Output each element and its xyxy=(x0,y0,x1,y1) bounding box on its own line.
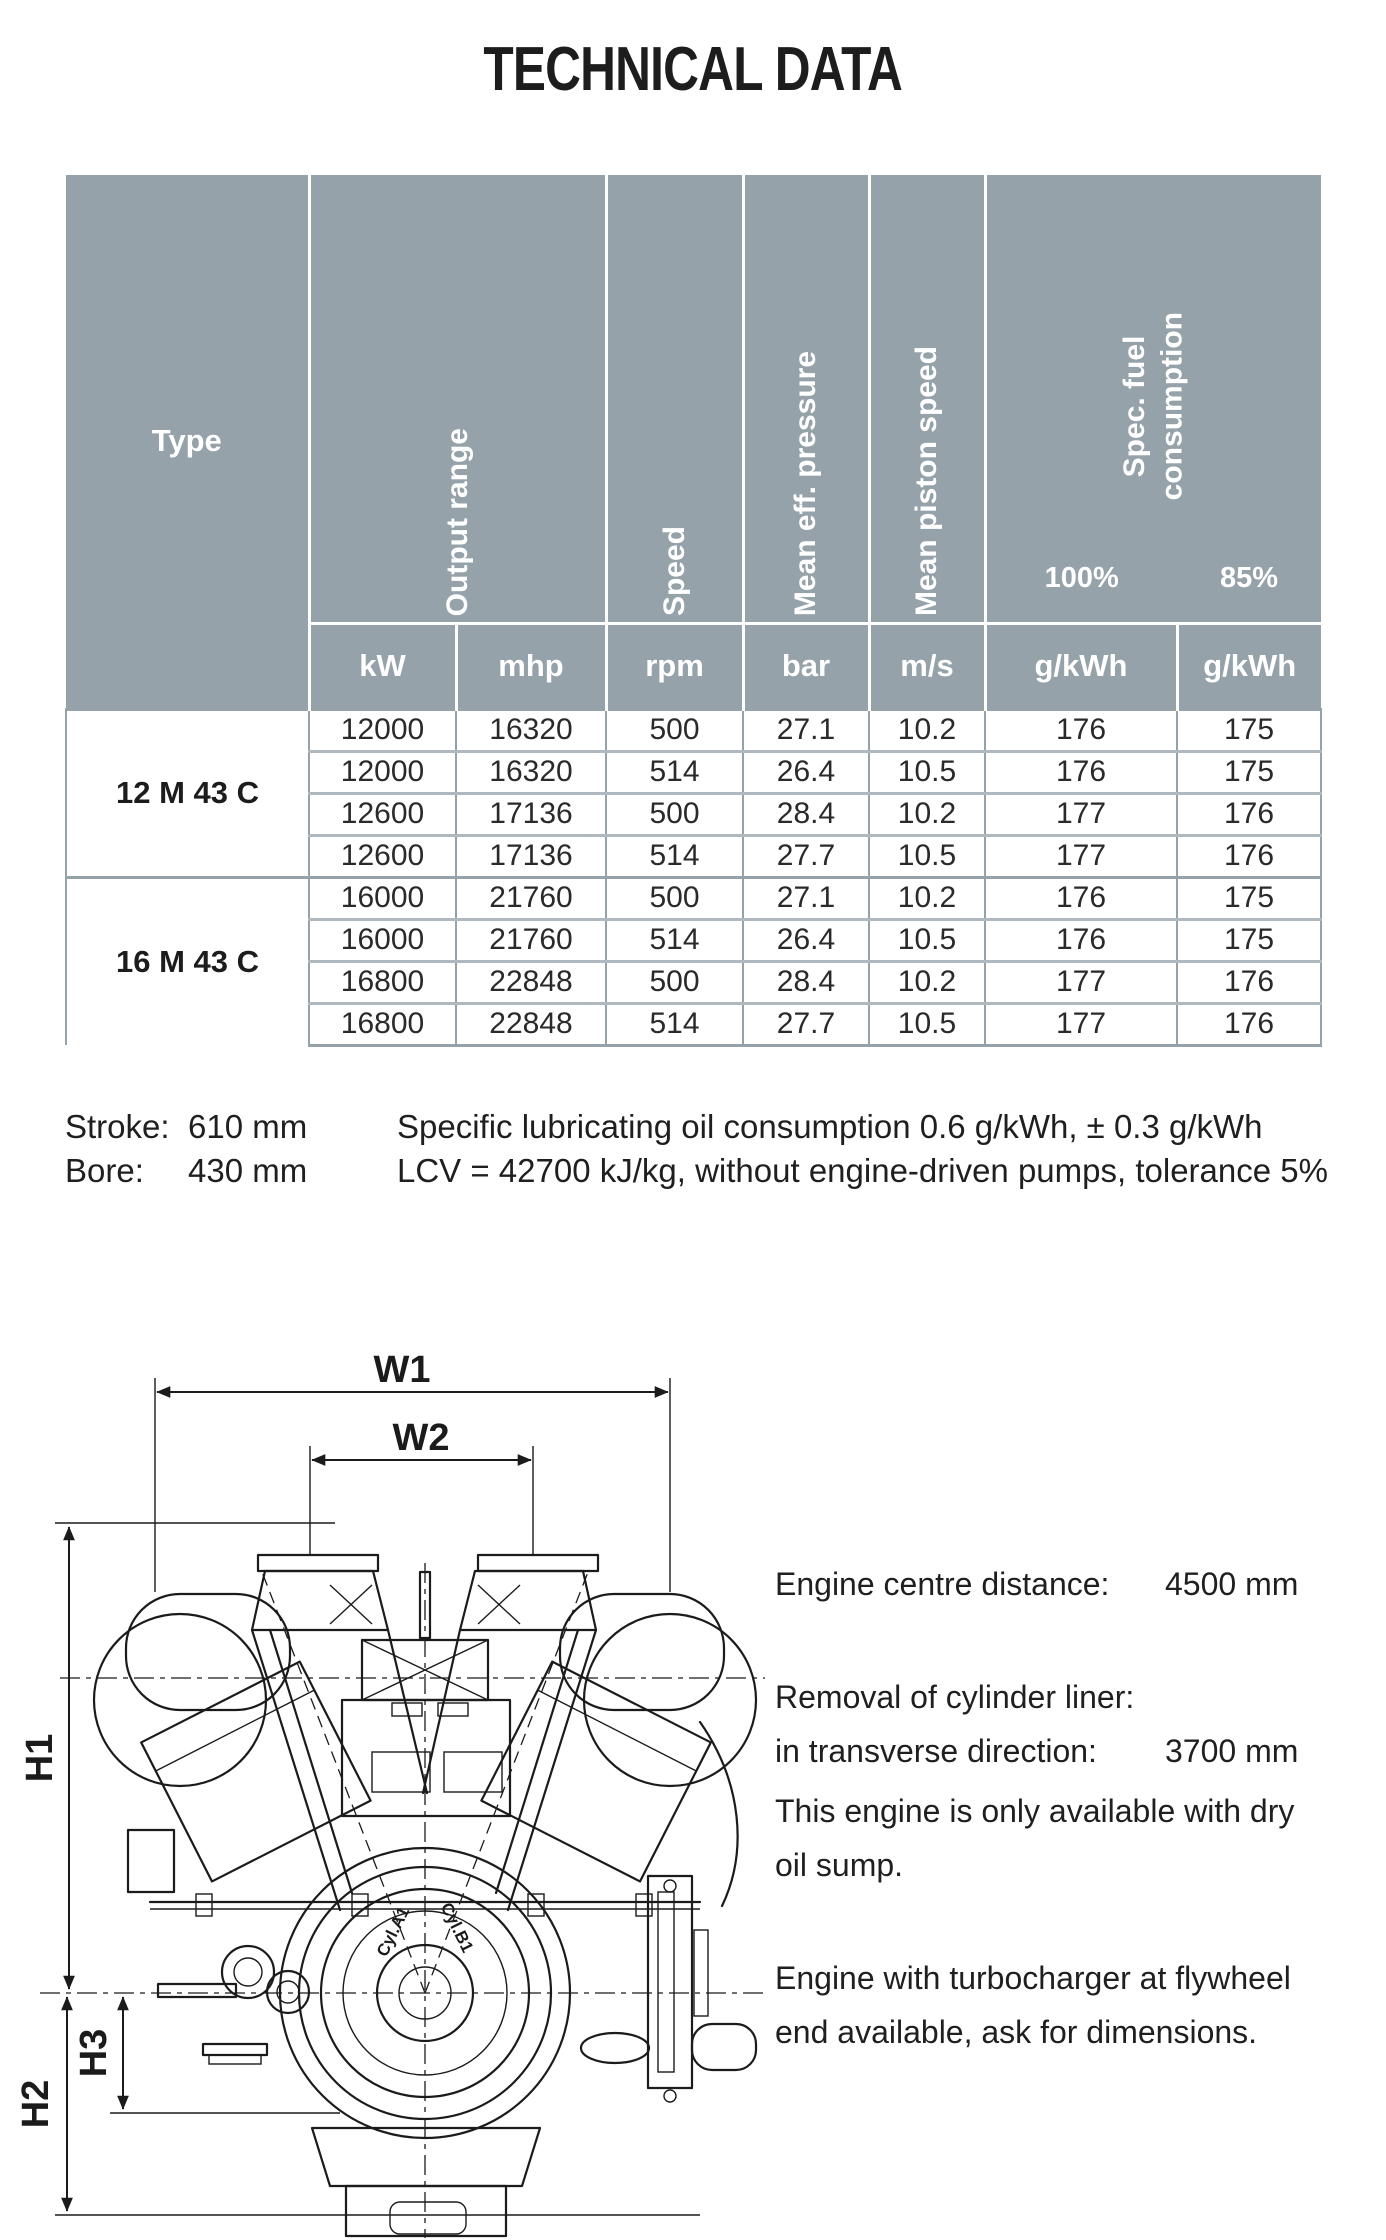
data-cell: 176 xyxy=(1177,835,1321,877)
data-cell: 27.1 xyxy=(743,877,869,919)
data-cell: 28.4 xyxy=(743,961,869,1003)
data-cell: 10.5 xyxy=(869,1003,985,1045)
bore-label: Bore: xyxy=(65,1152,144,1189)
engine-front-view-drawing xyxy=(0,1300,770,2240)
col-header-spec-fuel-label: Spec. fuel consumption xyxy=(1118,311,1189,500)
centre-distance-label: Engine centre distance: xyxy=(775,1566,1110,1602)
data-cell: 12000 xyxy=(309,751,456,793)
engine-type-12m43c: 12 M 43 C xyxy=(66,709,309,877)
dim-label-w1: W1 xyxy=(373,1349,431,1391)
dim-label-w2: W2 xyxy=(392,1417,450,1459)
data-cell: 514 xyxy=(606,835,743,877)
data-cell: 12000 xyxy=(309,709,456,751)
data-cell: 177 xyxy=(985,835,1177,877)
col-header-mean-piston-speed-label: Mean piston speed xyxy=(910,346,944,617)
data-cell: 176 xyxy=(985,919,1177,961)
data-cell: 21760 xyxy=(456,919,606,961)
liner-removal-label-line1: Removal of cylinder liner: xyxy=(775,1679,1135,1715)
data-cell: 177 xyxy=(985,1003,1177,1045)
data-cell: 500 xyxy=(606,793,743,835)
data-cell: 176 xyxy=(1177,1003,1321,1045)
liner-removal-label-line2: in transverse direction: xyxy=(775,1733,1097,1769)
data-cell: 12600 xyxy=(309,793,456,835)
lcv-note: LCV = 42700 kJ/kg, without engine-driven pumps, tolerance 5% xyxy=(397,1152,1328,1189)
table-row xyxy=(66,877,1321,919)
data-cell: 176 xyxy=(985,877,1177,919)
table-row xyxy=(66,709,1321,751)
data-cell: 22848 xyxy=(456,1003,606,1045)
dim-label-h3: H3 xyxy=(73,2028,115,2078)
data-cell: 26.4 xyxy=(743,919,869,961)
data-cell: 16000 xyxy=(309,877,456,919)
data-cell: 10.5 xyxy=(869,835,985,877)
data-cell: 500 xyxy=(606,877,743,919)
col-header-mean-eff-pressure-label: Mean eff. pressure xyxy=(789,351,823,617)
unit-mhp: mhp xyxy=(456,623,606,709)
data-cell: 500 xyxy=(606,961,743,1003)
page-title xyxy=(0,34,1386,105)
col-header-spec-fuel-consumption xyxy=(985,175,1321,535)
data-cell: 17136 xyxy=(456,835,606,877)
data-cell: 27.1 xyxy=(743,709,869,751)
data-cell: 514 xyxy=(606,751,743,793)
data-cell: 21760 xyxy=(456,877,606,919)
data-cell: 500 xyxy=(606,709,743,751)
technical-data-table xyxy=(65,175,1322,1047)
bore-value: 430 mm xyxy=(188,1152,308,1189)
data-cell: 175 xyxy=(1177,877,1321,919)
data-cell: 175 xyxy=(1177,709,1321,751)
unit-gkwh-100: g/kWh xyxy=(985,623,1177,709)
data-cell: 176 xyxy=(1177,793,1321,835)
centre-distance-value: 4500 mm xyxy=(1165,1566,1299,1602)
turbocharger-note-line2: end available, ask for dimensions. xyxy=(775,2014,1258,2050)
data-cell: 176 xyxy=(985,709,1177,751)
data-cell: 16800 xyxy=(309,961,456,1003)
engine-type-16m43c: 16 M 43 C xyxy=(66,877,309,1045)
col-header-mean-eff-pressure xyxy=(743,175,869,623)
unit-rpm: rpm xyxy=(606,623,743,709)
data-cell: 514 xyxy=(606,1003,743,1045)
cylinder-label-a1: Cyl.A1 xyxy=(372,1903,414,1960)
cylinder-label-b1: Cyl.B1 xyxy=(436,1899,478,1956)
data-cell: 10.2 xyxy=(869,877,985,919)
data-cell: 10.2 xyxy=(869,709,985,751)
extension-lines xyxy=(55,1378,700,2215)
data-cell: 26.4 xyxy=(743,751,869,793)
header-row-main xyxy=(66,175,1321,535)
lube-oil-note: Specific lubricating oil consumption 0.6 g/kWh, ± 0.3 g/kWh xyxy=(397,1108,1263,1145)
data-cell: 17136 xyxy=(456,793,606,835)
stroke-value: 610 mm xyxy=(188,1108,308,1145)
unit-gkwh-85: g/kWh xyxy=(1177,623,1321,709)
col-header-mean-piston-speed xyxy=(869,175,985,623)
col-header-load-85: 85% xyxy=(1177,535,1321,623)
data-cell: 10.2 xyxy=(869,961,985,1003)
col-header-output-range xyxy=(309,175,606,623)
col-header-type: Type xyxy=(66,175,309,709)
data-cell: 16000 xyxy=(309,919,456,961)
col-header-speed-label: Speed xyxy=(657,526,691,617)
dry-sump-note-line1: This engine is only available with dry xyxy=(775,1793,1295,1829)
unit-ms: m/s xyxy=(869,623,985,709)
data-cell: 175 xyxy=(1177,919,1321,961)
dim-label-h2: H2 xyxy=(15,2079,57,2129)
data-cell: 177 xyxy=(985,793,1177,835)
unit-bar: bar xyxy=(743,623,869,709)
dim-label-h1: H1 xyxy=(19,1733,61,1783)
data-cell: 176 xyxy=(1177,961,1321,1003)
dry-sump-note-line2: oil sump. xyxy=(775,1847,904,1883)
data-cell: 175 xyxy=(1177,751,1321,793)
data-cell: 27.7 xyxy=(743,835,869,877)
col-header-load-100: 100% xyxy=(985,535,1177,623)
data-cell: 10.5 xyxy=(869,919,985,961)
page-title-text: TECHNICAL DATA xyxy=(483,35,903,104)
col-header-output-range-label: Output range xyxy=(440,428,474,617)
data-cell: 176 xyxy=(985,751,1177,793)
data-cell: 16320 xyxy=(456,709,606,751)
liner-removal-value: 3700 mm xyxy=(1165,1733,1299,1769)
col-header-speed xyxy=(606,175,743,623)
data-cell: 177 xyxy=(985,961,1177,1003)
unit-kw: kW xyxy=(309,623,456,709)
data-cell: 10.2 xyxy=(869,793,985,835)
data-cell: 27.7 xyxy=(743,1003,869,1045)
data-cell: 16800 xyxy=(309,1003,456,1045)
turbocharger-note-line1: Engine with turbocharger at flywheel xyxy=(775,1960,1291,1996)
data-cell: 12600 xyxy=(309,835,456,877)
data-cell: 28.4 xyxy=(743,793,869,835)
data-cell: 514 xyxy=(606,919,743,961)
data-cell: 22848 xyxy=(456,961,606,1003)
data-cell: 10.5 xyxy=(869,751,985,793)
stroke-label: Stroke: xyxy=(65,1108,170,1145)
data-cell: 16320 xyxy=(456,751,606,793)
